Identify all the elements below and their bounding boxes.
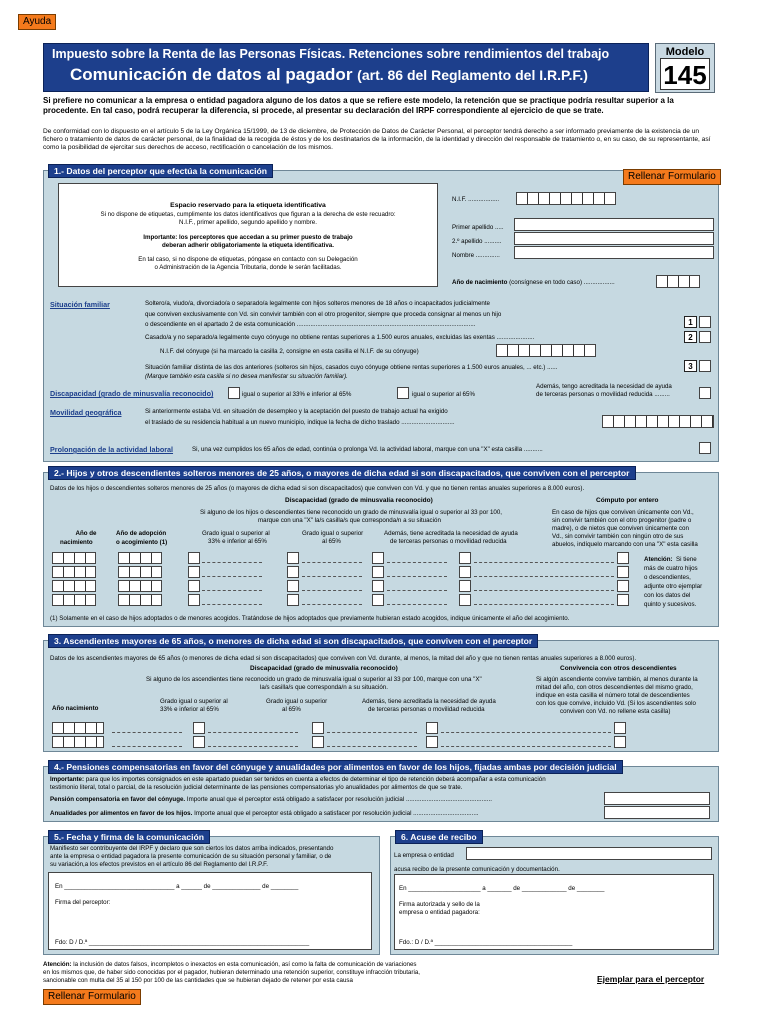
section-6-title: 6. Acuse de recibo xyxy=(395,830,483,844)
s5-fdo-line: Fdo: D / D.ª ________________________________________________________________ xyxy=(55,939,310,946)
ascendant-convivencia-checkbox[interactable] xyxy=(614,736,626,748)
child-disc-65-checkbox[interactable] xyxy=(287,566,299,578)
s4-important-2: testimonio literal, total o parcial, de la resolución judicial determinante de las pensiones compensatorias y/o anualidades por alimentos de que se trate. xyxy=(50,784,463,791)
s2-ano-ad1: Año de adopción xyxy=(116,530,167,537)
s2-ano-nac2: nacimiento xyxy=(60,539,93,546)
movilidad-line2: el traslado de su residencia habitual a un nuevo municipio, indique la fecha de dicho traslado ............................... xyxy=(145,419,455,426)
s2-col-disc: Discapacidad (grado de minusvalía reconocido) xyxy=(285,497,433,504)
s3-ano-label: Año nacimiento xyxy=(52,705,99,712)
s3-conv3: indique en esta casilla el número total de descendientes xyxy=(536,692,690,699)
s2-ano-nac1: Año de xyxy=(75,530,97,537)
prolongacion-text: Si, una vez cumplidos los 65 años de edad, continúa o prolonga Vd. la actividad laboral, marque con una "X" esta casilla ........... xyxy=(192,446,543,453)
disc-33-label: igual o superior al 33% e inferior al 65% xyxy=(242,391,352,398)
ascendant-dash xyxy=(112,746,182,747)
child-adoption-year-field[interactable] xyxy=(118,566,162,578)
prolongacion-checkbox[interactable] xyxy=(699,442,711,454)
s2-disc-desc2: marque con una "X" la/s casilla/s que corresponda/n a su situación xyxy=(258,517,441,524)
ascendant-dash xyxy=(441,746,611,747)
child-dash xyxy=(202,604,262,605)
nif-field[interactable] xyxy=(516,192,616,205)
child-dash xyxy=(302,576,362,577)
nombre-field[interactable] xyxy=(514,246,714,259)
child-entero-checkbox[interactable] xyxy=(459,566,471,578)
s3-desc1: Si alguno de los ascendientes tiene reconocido un grado de minusvalía igual o superior al 33 por 100, marque con una "X" xyxy=(146,676,482,683)
ascendant-birth-year-field[interactable] xyxy=(52,722,104,734)
child-birth-year-field[interactable] xyxy=(52,580,96,592)
child-ayuda-checkbox[interactable] xyxy=(372,580,384,592)
child-adoption-year-field[interactable] xyxy=(118,580,162,592)
s2-g3b: de terceras personas o movilidad reducida xyxy=(390,538,507,545)
child-ayuda-checkbox[interactable] xyxy=(372,566,384,578)
sit2-number: 2 xyxy=(684,331,697,343)
s5-firma-label: Firma del perceptor: xyxy=(55,899,111,906)
s3-g3b: de terceras personas o movilidad reducida xyxy=(368,706,485,713)
nombre-label: Nombre .............. xyxy=(452,252,500,259)
section-1-title: 1.- Datos del perceptor que efectúa la comunicación xyxy=(48,164,273,178)
s6-firma2: empresa o entidad pagadora: xyxy=(399,909,480,916)
child-entero-checkbox[interactable] xyxy=(459,594,471,606)
s6-fdo-line: Fdo.: D / D.ª ________________________________________ xyxy=(399,939,573,946)
s2-g2a: Grado igual o superior xyxy=(302,530,364,537)
s6-signature-box[interactable] xyxy=(394,874,714,950)
form-header xyxy=(43,43,649,92)
ascendant-dash xyxy=(112,732,182,733)
s4-anualidad-label: Anualidades por alimentos en favor de los hijos. Importe anual que el perceptor está obligado a satisfacer por resolución judicial ...................................... xyxy=(50,810,479,817)
section-3-title: 3. Ascendientes mayores de 65 años, o menores de dicha edad si son discapacitados, que conviven con el perceptor xyxy=(48,634,538,648)
child-entero-checkbox[interactable] xyxy=(459,580,471,592)
rellenar-button-bottom[interactable]: Rellenar Formulario xyxy=(43,989,141,1005)
section-2-title: 2.- Hijos y otros descendientes solteros menores de 25 años, o mayores de dicha edad si son discapacitados, que conviven con el perceptor xyxy=(48,466,636,480)
s5-text1: Manifiesto ser contribuyente del IRPF y declaro que son ciertos los datos arriba indicados, presentando xyxy=(50,845,334,852)
child-disc-65-checkbox[interactable] xyxy=(287,580,299,592)
footer-atencion-3: sancionable con multa del 35 al 150 por 100 de las cantidades que se hubieran dejado de retener por esta causa xyxy=(43,977,353,984)
s6-en-line: En _____________________ a _______ de _____________ de ________ xyxy=(399,885,605,892)
ascendant-convivencia-checkbox[interactable] xyxy=(614,722,626,734)
etiqueta-title: Espacio reservado para la etiqueta identificativa xyxy=(170,202,326,209)
s3-g3a: Además, tiene acreditada la necesidad de ayuda xyxy=(362,698,496,705)
ascendant-disc-33-checkbox[interactable] xyxy=(193,722,205,734)
etiqueta-box xyxy=(58,183,438,287)
child-entero-final-checkbox[interactable] xyxy=(617,580,629,592)
s5-signature-box[interactable] xyxy=(48,872,372,950)
s2-comp3: madre), o de nietos que conviven únicamente con xyxy=(552,525,689,532)
disc-ayuda-checkbox[interactable] xyxy=(699,387,711,399)
nif-label: N.I.F. .................. xyxy=(452,196,500,203)
s4-pension-label: Pensión compensatoria en favor del cónyuge. Importe anual que el perceptor está obligado a satisfacer por resolución judicial .................................................. xyxy=(50,796,492,803)
child-dash xyxy=(474,562,614,563)
child-dash xyxy=(302,590,362,591)
disc-65-checkbox[interactable] xyxy=(397,387,409,399)
child-dash xyxy=(474,604,614,605)
s3-g1b: 33% e inferior al 65% xyxy=(160,706,219,713)
sit1-checkbox[interactable] xyxy=(699,316,711,328)
etiqueta-text3: En tal caso, si no dispone de etiquetas, póngase en contacto con su Delegación xyxy=(138,256,358,263)
child-dash xyxy=(474,590,614,591)
ano-nacimiento-label: Año de nacimiento (consígnese en todo caso) .................. xyxy=(452,279,615,286)
child-dash xyxy=(202,562,262,563)
child-entero-final-checkbox[interactable] xyxy=(617,594,629,606)
s2-comp2: sin convivir también con el otro progenitor (padre o xyxy=(552,517,692,524)
s2-atencion-3: o descendientes, xyxy=(644,574,691,581)
etiqueta-important2: deberan adherir obligatoriamente la etiqueta identificativa. xyxy=(162,242,334,249)
child-adoption-year-field[interactable] xyxy=(118,594,162,606)
apellido1-label: Primer apellido ..... xyxy=(452,224,504,231)
s3-g2b: al 65% xyxy=(282,706,301,713)
disc-ayuda-line2: de terceras personas o movilidad reducida ......... xyxy=(536,391,670,398)
child-adoption-year-field[interactable] xyxy=(118,552,162,564)
s2-atencion-5: con los datos del xyxy=(644,592,691,599)
modelo-box xyxy=(655,43,715,93)
s3-desc2: la/s casilla/s que corresponda/n a su situación. xyxy=(260,684,388,691)
etiqueta-text2: N.I.F., primer apellido, segundo apellido y nombre. xyxy=(179,219,317,226)
child-entero-final-checkbox[interactable] xyxy=(617,566,629,578)
header-line1: Impuesto sobre la Renta de las Personas Físicas. Retenciones sobre rendimientos del trabajo xyxy=(52,47,610,61)
help-button[interactable]: Ayuda xyxy=(18,14,56,30)
ejemplar-label: Ejemplar para el perceptor xyxy=(597,974,705,984)
s2-intro: Datos de los hijos o descendientes solteros menores de 25 años (o mayores de dicha edad si son discapacitados) que conviven con Vd. y que no tienen rentas anuales superiores a 8.000 euros). xyxy=(50,485,585,492)
intro-legal: De conformidad con lo dispuesto en el artículo 5 de la Ley Orgánica 15/1999, de 13 de diciembre, de Protección de Datos de Carácter Personal, el perceptor tendrá derecho a ser informado previamente de la existencia de un fichero o tratamiento de datos de carácter personal, de la finalidad de la recogida de éstos y de los destinatarios de la información, de la identidad y dirección del responsable de tratamiento o, en su caso, de su representante, así como la posibilidad de ejercitar sus derechos de acceso, rectificación o cancelación de los mismos. xyxy=(43,128,711,151)
s2-footnote: (1) Solamente en el caso de hijos adoptados o de menores acogidos. Tratándose de hijos adoptados que previamente hubieran estado acogidos, indique únicamente el año del acogimiento. xyxy=(50,615,570,622)
prolongacion-label: Prolongación de la actividad laboral xyxy=(50,445,174,454)
header-title: Comunicación de datos al pagador (art. 86 del Reglamento del I.R.P.F.) xyxy=(70,65,588,84)
s3-conv1: Si algún ascendiente convive también, al menos durante la xyxy=(536,676,698,683)
rellenar-button-top[interactable]: Rellenar Formulario xyxy=(623,169,721,185)
child-birth-year-field[interactable] xyxy=(52,552,96,564)
ascendant-birth-year-field[interactable] xyxy=(52,736,104,748)
s3-g1a: Grado igual o superior al xyxy=(160,698,228,705)
child-entero-checkbox[interactable] xyxy=(459,552,471,564)
movilidad-fecha-field[interactable] xyxy=(602,415,714,428)
sit1-line3: o descendiente en el apartado 2 de esta comunicación ........................................................................................................ xyxy=(145,321,476,328)
s2-atencion-4: adjunte otro ejemplar xyxy=(644,583,703,590)
s5-text2: ante la empresa o entidad pagadora la presente comunicación de su situación personal y familiar, o de xyxy=(50,853,332,860)
sit3-number: 3 xyxy=(684,360,697,372)
child-disc-65-checkbox[interactable] xyxy=(287,594,299,606)
child-dash xyxy=(202,590,262,591)
footer-atencion-2: en los mismos que, de haber sido conocidas por el pagador, hubieran determinado una retención superior, constituye infracción tributaria, xyxy=(43,969,420,976)
sit3-text: Situación familiar distinta de las dos anteriores (solteros sin hijos, casados cuyo cónyuge obtiene rentas superiores a 1.500 euros anuales, ... etc.) ...... xyxy=(145,364,558,371)
s2-col-comp: Cómputo por entero xyxy=(596,497,659,504)
footer-atencion-1: Atención: la inclusión de datos falsos, incompletos o inexactos en esta comunicación, así como la falta de comunicación de variaciones xyxy=(43,961,417,968)
child-entero-final-checkbox[interactable] xyxy=(617,552,629,564)
ascendant-dash xyxy=(327,732,417,733)
sit3-note: (Marque también esta casilla si no desea manifestar su situación familiar). xyxy=(145,373,348,380)
child-dash xyxy=(202,576,262,577)
s2-g1b: 33% e inferior al 65% xyxy=(208,538,267,545)
sit1-line2: que conviven exclusivamente con Vd. sin convivir también con el otro progenitor, siempre que proceda consignar al menos un hijo xyxy=(145,311,502,318)
s2-atencion-6: quinto y sucesivos. xyxy=(644,601,697,608)
s2-atencion-2: más de cuatro hijos xyxy=(644,565,698,572)
s6-firma1: Firma autorizada y sello de la xyxy=(399,901,480,908)
ascendant-dash xyxy=(208,732,298,733)
sit2-text: Casado/a y no separado/a legalmente cuyo cónyuge no obtiene rentas superiores a 1.500 euros anuales, excluidas las exentas ...................... xyxy=(145,334,535,341)
s3-conv4: con los que convive, incluido Vd. (Si los ascendientes solo xyxy=(536,700,696,707)
s2-g1a: Grado igual o superior al xyxy=(202,530,270,537)
child-dash xyxy=(387,576,447,577)
s3-conv5: conviven con Vd. no rellene esta casilla) xyxy=(560,708,671,715)
s2-disc-desc1: Si alguno de los hijos o descendientes tiene reconocido un grado de minusvalía igual o superior al 33 por 100, xyxy=(200,509,503,516)
sit1-line1: Soltero/a, viudo/a, divorciado/a o separado/a legalmente con hijos solteros menores de 18 años o incapacitados judicialmente xyxy=(145,300,490,307)
s3-col-disc: Discapacidad (grado de minusvalía reconocido) xyxy=(250,665,398,672)
s6-acusa: acusa recibo de la presente comunicación y documentación. xyxy=(394,866,560,873)
etiqueta-text1: Si no dispone de etiquetas, cumplimente los datos identificativos que figuran a la derecha de este recuadro: xyxy=(100,211,396,218)
child-disc-33-checkbox[interactable] xyxy=(188,566,200,578)
s3-col-conv: Convivencia con otros descendientes xyxy=(560,665,677,672)
ascendant-ayuda-checkbox[interactable] xyxy=(426,736,438,748)
disc-ayuda-line1: Además, tengo acreditada la necesidad de ayuda xyxy=(536,383,672,390)
s5-en-line: En ________________________________ a ______ de ______________ de ________ xyxy=(55,883,299,890)
ascendant-disc-65-checkbox[interactable] xyxy=(312,736,324,748)
child-dash xyxy=(387,604,447,605)
s3-conv2: mitad del año, con otros descendientes del mismo grado, xyxy=(536,684,693,691)
etiqueta-text4: o Administración de la Agencia Tributaria, donde le serán facilitadas. xyxy=(154,264,342,271)
conyuge-nif-label: N.I.F. del cónyuge (si ha marcado la casilla 2, consigne en esta casilla el N.I.F. de su cónyuge) xyxy=(160,348,419,355)
s2-comp1: En caso de hijos que conviven únicamente con Vd., xyxy=(552,509,694,516)
intro-warning: Si prefiere no comunicar a la empresa o entidad pagadora alguno de los datos a que se refiere este modelo, la retención que se practique podría resultar superior a la procedente. En tal caso, podrá recuperar la diferencia, si procede, al presentar su declaración del IRPF correspondiente al ejercicio de que se trate. xyxy=(43,96,674,115)
s4-important-1: Importante: para que los importes consignados en este apartado puedan ser tenidos en cuenta a efectos de determinar el tipo de retención deberá acompañar a esta comunicación xyxy=(50,776,546,783)
child-birth-year-field[interactable] xyxy=(52,566,96,578)
movilidad-line1: Si anteriormente estaba Vd. en situación de desempleo y la aceptación del puesto de trabajo actual ha exigido xyxy=(145,408,448,415)
child-dash xyxy=(387,562,447,563)
s2-comp4: Vd., sin convivir también con ningún otro de sus xyxy=(552,533,684,540)
modelo-number: 145 xyxy=(660,58,710,90)
child-dash xyxy=(474,576,614,577)
child-dash xyxy=(302,562,362,563)
sit2-checkbox[interactable] xyxy=(699,331,711,343)
s2-ano-ad2: o acogimiento (1) xyxy=(116,539,168,546)
disc-33-checkbox[interactable] xyxy=(228,387,240,399)
child-disc-33-checkbox[interactable] xyxy=(188,552,200,564)
ascendant-dash xyxy=(327,746,417,747)
discapacidad-label: Discapacidad (grado de minusvalía reconocido) xyxy=(50,389,214,398)
child-disc-33-checkbox[interactable] xyxy=(188,594,200,606)
ascendant-disc-65-checkbox[interactable] xyxy=(312,722,324,734)
apellido2-field[interactable] xyxy=(514,232,714,245)
section-5-title: 5.- Fecha y firma de la comunicación xyxy=(48,830,210,844)
s2-atencion-1: Si tiene xyxy=(676,556,697,563)
ascendant-dash xyxy=(208,746,298,747)
child-dash xyxy=(302,604,362,605)
s3-g2a: Grado igual o superior xyxy=(266,698,328,705)
conyuge-nif-field[interactable] xyxy=(496,344,596,357)
s2-g3a: Además, tiene acreditada la necesidad de ayuda xyxy=(384,530,518,537)
ascendant-ayuda-checkbox[interactable] xyxy=(426,722,438,734)
apellido2-label: 2.º apellido .......... xyxy=(452,238,502,245)
modelo-label: Modelo xyxy=(665,46,705,58)
apellido1-field[interactable] xyxy=(514,218,714,231)
s2-atencion-label: Atención: xyxy=(644,556,673,563)
child-ayuda-checkbox[interactable] xyxy=(372,552,384,564)
s2-g2b: al 65% xyxy=(322,538,341,545)
movilidad-label: Movilidad geográfica xyxy=(50,408,122,417)
s6-empresa-field[interactable] xyxy=(466,847,712,860)
etiqueta-important1: Importante: los perceptores que accedan a su primer puesto de trabajo xyxy=(143,234,353,241)
child-ayuda-checkbox[interactable] xyxy=(372,594,384,606)
ano-nacimiento-field[interactable] xyxy=(656,275,700,288)
child-disc-33-checkbox[interactable] xyxy=(188,580,200,592)
anualidad-importe-field[interactable] xyxy=(604,806,710,819)
pension-importe-field[interactable] xyxy=(604,792,710,805)
child-birth-year-field[interactable] xyxy=(52,594,96,606)
s5-text3: su variación,a los efectos previstos en el artículo 86 del Reglamento del I.R.P.F. xyxy=(50,861,268,868)
ascendant-dash xyxy=(441,732,611,733)
s6-empresa-label: La empresa o entidad xyxy=(394,852,454,859)
sit3-checkbox[interactable] xyxy=(699,360,711,372)
s3-intro: Datos de los ascendientes mayores de 65 años (o menores de dicha edad si son discapacitados) que conviven con Vd. durante, al menos, la mitad del año y que no tienen rentas anuales superiores a 8.000 euros). xyxy=(50,655,637,662)
section-4-title: 4.- Pensiones compensatorias en favor del cónyuge y anualidades por alimentos en favor de los hijos, fijadas ambas por decisión judicial xyxy=(48,760,623,774)
s2-comp5: abuelos, indíquelo marcando con una "X" esta casilla xyxy=(552,541,698,548)
child-disc-65-checkbox[interactable] xyxy=(287,552,299,564)
sit1-number: 1 xyxy=(684,316,697,328)
disc-65-label: igual o superior al 65% xyxy=(412,391,475,398)
ascendant-disc-33-checkbox[interactable] xyxy=(193,736,205,748)
child-dash xyxy=(387,590,447,591)
situacion-familiar-label: Situación familiar xyxy=(50,300,110,309)
